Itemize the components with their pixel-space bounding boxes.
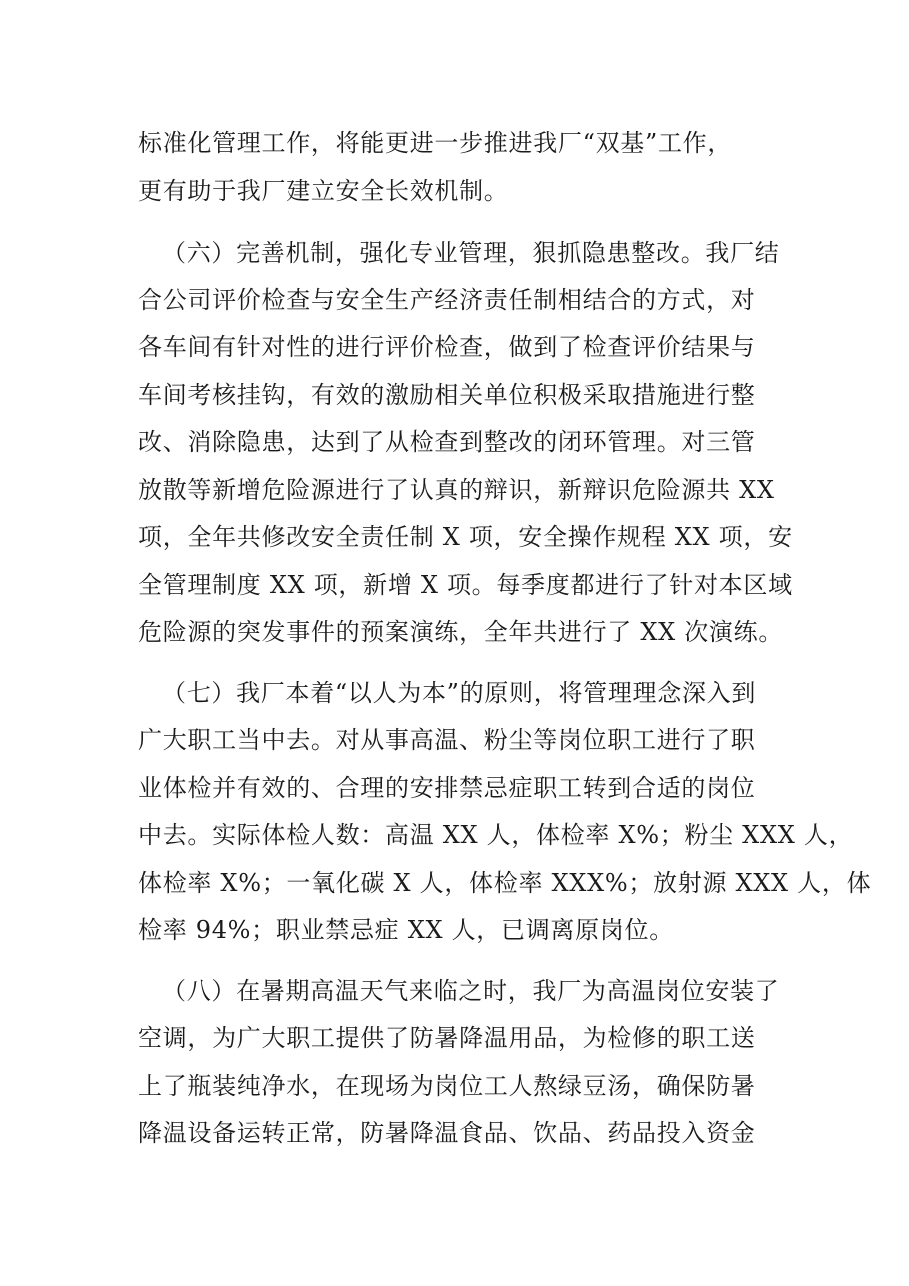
paragraph-line: 广大职工当中去。对从事高温、粉尘等岗位职工进行了职 <box>138 726 756 754</box>
paragraph-line: 项，全年共修改安全责任制 X 项，安全操作规程 XX 项，安 <box>138 523 793 551</box>
paragraph-line: 降温设备运转正常，防暑降温食品、饮品、药品投入资金 <box>138 1119 756 1147</box>
paragraph-line: 危险源的突发事件的预案演练，全年共进行了 XX 次演练。 <box>138 618 784 646</box>
paragraph-line: 各车间有针对性的进行评价检查，做到了检查评价结果与 <box>138 333 756 361</box>
paragraph-line: （八）在暑期高温天气来临之时，我厂为高温岗位安装了 <box>162 977 780 1005</box>
paragraph-line: 体检率 X%；一氧化碳 X 人，体检率 XXX%；放射源 XXX 人，体 <box>138 869 872 897</box>
paragraph-line: 全管理制度 XX 项，新增 X 项。每季度都进行了针对本区域 <box>138 571 793 599</box>
paragraph-line: 标准化管理工作，将能更进一步推进我厂“双基”工作， <box>138 129 733 157</box>
paragraph-line: 更有助于我厂建立安全长效机制。 <box>138 177 509 205</box>
paragraph-line: （六）完善机制，强化专业管理，狠抓隐患整改。我厂结 <box>162 239 780 267</box>
paragraph-line: 合公司评价检查与安全生产经济责任制相结合的方式，对 <box>138 286 756 314</box>
paragraph-line: （七）我厂本着“以人为本”的原则，将管理理念深入到 <box>162 679 757 707</box>
paragraph-line: 检率 94%；职业禁忌症 XX 人，已调离原岗位。 <box>138 916 674 944</box>
paragraph-line: 上了瓶装纯净水，在现场为岗位工人熬绿豆汤，确保防暑 <box>138 1072 756 1100</box>
paragraph-line: 空调，为广大职工提供了防暑降温用品，为检修的职工送 <box>138 1024 756 1052</box>
paragraph-line: 放散等新增危险源进行了认真的辩识，新辩识危险源共 XX <box>138 476 775 504</box>
paragraph-line: 中去。实际体检人数：高温 XX 人，体检率 X%；粉尘 XXX 人， <box>138 821 854 849</box>
paragraph-line: 车间考核挂钩，有效的激励相关单位积极采取措施进行整 <box>138 381 756 409</box>
paragraph-line: 业体检并有效的、合理的安排禁忌症职工转到合适的岗位 <box>138 774 756 802</box>
paragraph-line: 改、消除隐患，达到了从检查到整改的闭环管理。对三管 <box>138 428 756 456</box>
